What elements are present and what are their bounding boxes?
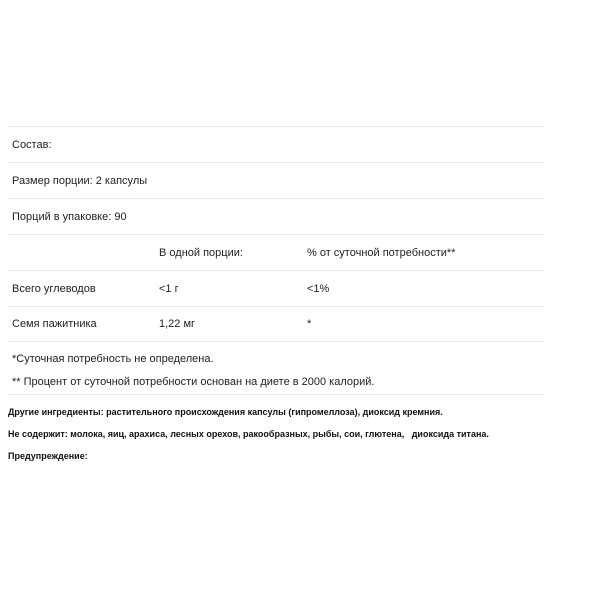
footnotes [8, 342, 544, 394]
serving-size-row [8, 162, 544, 198]
nutrient-name: Всего углеводов [12, 282, 96, 295]
table-row [8, 306, 544, 342]
nutrient-name: Семя пажитника [12, 318, 97, 330]
amount: 1,22 мг [159, 318, 196, 330]
supplement-facts [8, 126, 544, 467]
composition-title: Состав: [12, 138, 52, 151]
other-ingredients: Другие ингредиенты: растительного происхождения капсулы (гипромеллоза), диоксид кремния. [8, 407, 443, 417]
servings-per-container-row [8, 198, 544, 234]
warning: Предупреждение: [8, 451, 88, 461]
header-cell: В одной порции: [159, 246, 243, 259]
table-row [8, 270, 544, 306]
footnote: *Суточная потребность не определена. [12, 353, 214, 365]
daily-value: <1% [307, 282, 330, 295]
amount: <1 г [159, 282, 179, 295]
footnote: ** Процент от суточной потребности основан на диете в 2000 калорий. [12, 376, 375, 388]
additional-info [8, 394, 544, 467]
header-cell: % от суточной потребности** [307, 246, 456, 259]
composition-title-row [8, 126, 544, 162]
servings-per-container: Порций в упаковке: 90 [12, 210, 127, 223]
serving-size: Размер порции: 2 капсулы [12, 174, 148, 187]
allergen-free: Не содержит: молока, яиц, арахиса, лесных орехов, ракообразных, рыбы, сои, глютена, диоксида титана. [8, 429, 489, 439]
table-header [8, 234, 544, 270]
daily-value: * [307, 318, 312, 330]
